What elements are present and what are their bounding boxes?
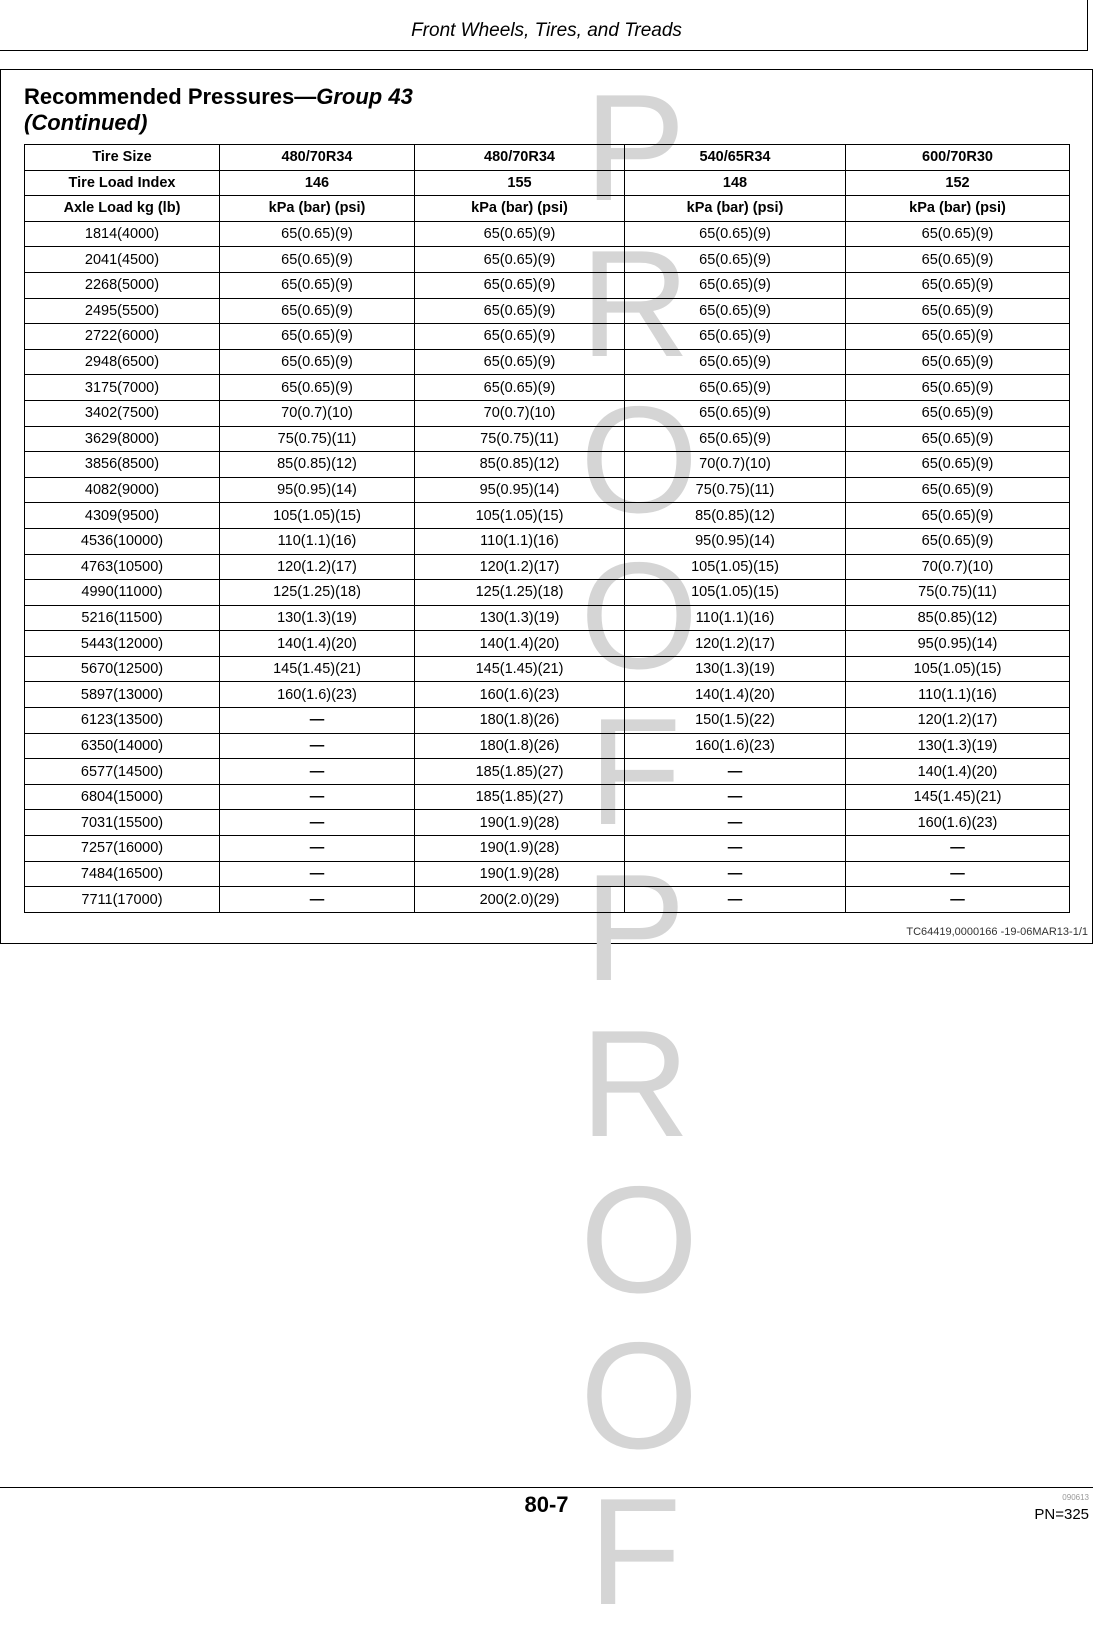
- table-cell: 2948(6500): [25, 349, 220, 375]
- table-cell: 3402(7500): [25, 400, 220, 426]
- watermark-letter: O: [580, 375, 699, 545]
- table-cell: 75(0.75)(11): [220, 426, 415, 452]
- table-cell: —: [625, 836, 846, 862]
- table-cell: 65(0.65)(9): [846, 503, 1070, 529]
- table-cell: 120(1.2)(17): [625, 631, 846, 657]
- table-cell: 180(1.8)(26): [415, 733, 625, 759]
- section-title-continued: (Continued): [24, 110, 148, 135]
- table-cell: 105(1.05)(15): [625, 580, 846, 606]
- table-cell: 190(1.9)(28): [415, 810, 625, 836]
- table-cell: —: [220, 733, 415, 759]
- table-cell: —: [625, 810, 846, 836]
- table-cell: 150(1.5)(22): [625, 708, 846, 734]
- watermark-letter: P: [584, 843, 686, 1013]
- watermark-letter: F: [588, 687, 682, 857]
- table-cell: 110(1.1)(16): [625, 605, 846, 631]
- table-header-cell: 155: [415, 170, 625, 196]
- table-row: [25, 503, 1070, 529]
- table-cell: 180(1.8)(26): [415, 708, 625, 734]
- table-row: [25, 759, 1070, 785]
- table-cell: 4082(9000): [25, 477, 220, 503]
- table-cell: 7484(16500): [25, 861, 220, 887]
- table-cell: 6123(13500): [25, 708, 220, 734]
- table-cell: 65(0.65)(9): [220, 298, 415, 324]
- table-cell: 130(1.3)(19): [220, 605, 415, 631]
- table-row: [25, 887, 1070, 913]
- table-cell: 85(0.85)(12): [415, 452, 625, 478]
- table-cell: —: [846, 861, 1070, 887]
- table-cell: —: [220, 708, 415, 734]
- table-row: [25, 272, 1070, 298]
- table-cell: 145(1.45)(21): [846, 784, 1070, 810]
- table-header-row: [25, 170, 1070, 196]
- footer-rule: [0, 1487, 1093, 1488]
- table-cell: 2495(5500): [25, 298, 220, 324]
- table-cell: 65(0.65)(9): [625, 298, 846, 324]
- table-cell: 70(0.7)(10): [625, 452, 846, 478]
- table-cell: 5443(12000): [25, 631, 220, 657]
- table-cell: 140(1.4)(20): [625, 682, 846, 708]
- table-cell: 65(0.65)(9): [846, 349, 1070, 375]
- table-cell: 65(0.65)(9): [415, 375, 625, 401]
- section-title-main: Recommended Pressures—: [24, 84, 317, 109]
- table-header-cell: Axle Load kg (lb): [25, 196, 220, 222]
- table-cell: 65(0.65)(9): [625, 247, 846, 273]
- table-row: [25, 324, 1070, 350]
- table-cell: 65(0.65)(9): [625, 324, 846, 350]
- table-cell: 190(1.9)(28): [415, 836, 625, 862]
- table-cell: 2268(5000): [25, 272, 220, 298]
- table-cell: 160(1.6)(23): [846, 810, 1070, 836]
- table-cell: 185(1.85)(27): [415, 784, 625, 810]
- table-cell: 65(0.65)(9): [415, 298, 625, 324]
- table-row: [25, 784, 1070, 810]
- table-cell: 110(1.1)(16): [415, 528, 625, 554]
- table-cell: —: [846, 887, 1070, 913]
- table-cell: 85(0.85)(12): [220, 452, 415, 478]
- table-cell: 200(2.0)(29): [415, 887, 625, 913]
- table-cell: 4309(9500): [25, 503, 220, 529]
- table-cell: 75(0.75)(11): [846, 580, 1070, 606]
- table-header-row: [25, 145, 1070, 171]
- part-number: PN=325: [1034, 1506, 1089, 1523]
- table-cell: —: [625, 887, 846, 913]
- table-header-cell: kPa (bar) (psi): [220, 196, 415, 222]
- table-cell: —: [220, 759, 415, 785]
- table-cell: 3856(8500): [25, 452, 220, 478]
- table-header-cell: kPa (bar) (psi): [625, 196, 846, 222]
- table-cell: 65(0.65)(9): [846, 324, 1070, 350]
- table-row: [25, 580, 1070, 606]
- watermark-letter: O: [580, 1311, 699, 1481]
- table-cell: —: [846, 836, 1070, 862]
- table-cell: —: [220, 887, 415, 913]
- watermark-letter: O: [580, 1155, 699, 1325]
- section-title: [24, 84, 413, 136]
- footer-small-code: 090613: [1062, 1493, 1089, 1502]
- table-cell: 120(1.2)(17): [220, 554, 415, 580]
- page-header-title: Front Wheels, Tires, and Treads: [411, 20, 682, 41]
- table-cell: 65(0.65)(9): [625, 272, 846, 298]
- table-cell: 4536(10000): [25, 528, 220, 554]
- table-cell: 70(0.7)(10): [220, 400, 415, 426]
- table-cell: 75(0.75)(11): [625, 477, 846, 503]
- table-cell: 190(1.9)(28): [415, 861, 625, 887]
- table-cell: 6804(15000): [25, 784, 220, 810]
- table-header-cell: kPa (bar) (psi): [415, 196, 625, 222]
- table-cell: —: [220, 861, 415, 887]
- table-header-cell: 148: [625, 170, 846, 196]
- table-cell: 5670(12500): [25, 656, 220, 682]
- table-cell: 105(1.05)(15): [625, 554, 846, 580]
- table-cell: 65(0.65)(9): [415, 349, 625, 375]
- table-cell: 105(1.05)(15): [846, 656, 1070, 682]
- table-cell: 140(1.4)(20): [220, 631, 415, 657]
- table-cell: 85(0.85)(12): [846, 605, 1070, 631]
- table-cell: 95(0.95)(14): [220, 477, 415, 503]
- table-cell: 140(1.4)(20): [415, 631, 625, 657]
- table-cell: 65(0.65)(9): [415, 272, 625, 298]
- table-row: [25, 349, 1070, 375]
- table-cell: 65(0.65)(9): [846, 375, 1070, 401]
- table-cell: 3175(7000): [25, 375, 220, 401]
- table-cell: 4763(10500): [25, 554, 220, 580]
- table-cell: —: [220, 784, 415, 810]
- table-cell: 95(0.95)(14): [415, 477, 625, 503]
- table-cell: 65(0.65)(9): [846, 452, 1070, 478]
- table-cell: 145(1.45)(21): [220, 656, 415, 682]
- table-row: [25, 682, 1070, 708]
- table-cell: 110(1.1)(16): [220, 528, 415, 554]
- table-row: [25, 298, 1070, 324]
- table-cell: 85(0.85)(12): [625, 503, 846, 529]
- table-row: [25, 656, 1070, 682]
- table-row: [25, 733, 1070, 759]
- table-cell: 7031(15500): [25, 810, 220, 836]
- table-cell: 130(1.3)(19): [625, 656, 846, 682]
- table-row: [25, 708, 1070, 734]
- table-cell: 145(1.45)(21): [415, 656, 625, 682]
- table-cell: 65(0.65)(9): [220, 272, 415, 298]
- table-row: [25, 426, 1070, 452]
- section-title-group: Group 43: [316, 84, 413, 109]
- table-header-cell: 480/70R34: [220, 145, 415, 171]
- table-cell: 65(0.65)(9): [415, 324, 625, 350]
- table-cell: —: [625, 759, 846, 785]
- table-header-cell: Tire Size: [25, 145, 220, 171]
- table-cell: —: [625, 784, 846, 810]
- table-cell: 3629(8000): [25, 426, 220, 452]
- table-cell: 70(0.7)(10): [415, 400, 625, 426]
- table-cell: 65(0.65)(9): [220, 349, 415, 375]
- table-cell: 1814(4000): [25, 221, 220, 247]
- table-cell: 65(0.65)(9): [846, 477, 1070, 503]
- table-header-row: [25, 196, 1070, 222]
- table-cell: 65(0.65)(9): [846, 272, 1070, 298]
- table-row: [25, 400, 1070, 426]
- table-cell: 2041(4500): [25, 247, 220, 273]
- table-cell: 65(0.65)(9): [220, 247, 415, 273]
- table-cell: 5216(11500): [25, 605, 220, 631]
- table-cell: 65(0.65)(9): [220, 221, 415, 247]
- table-cell: 7711(17000): [25, 887, 220, 913]
- table-cell: 65(0.65)(9): [846, 298, 1070, 324]
- page-number: 80-7: [524, 1492, 569, 1517]
- table-cell: 65(0.65)(9): [625, 349, 846, 375]
- table-cell: 65(0.65)(9): [846, 400, 1070, 426]
- table-cell: 95(0.95)(14): [625, 528, 846, 554]
- table-header-cell: 600/70R30: [846, 145, 1070, 171]
- table-header-cell: 480/70R34: [415, 145, 625, 171]
- table-cell: 125(1.25)(18): [220, 580, 415, 606]
- table-row: [25, 605, 1070, 631]
- table-cell: 110(1.1)(16): [846, 682, 1070, 708]
- table-cell: 140(1.4)(20): [846, 759, 1070, 785]
- table-cell: 65(0.65)(9): [846, 221, 1070, 247]
- table-row: [25, 375, 1070, 401]
- table-header-cell: Tire Load Index: [25, 170, 220, 196]
- watermark-letter: P: [584, 63, 686, 233]
- table-row: [25, 477, 1070, 503]
- watermark-letter: F: [588, 1467, 682, 1637]
- watermark-letter: R: [580, 999, 690, 1169]
- table-cell: 2722(6000): [25, 324, 220, 350]
- table-cell: 65(0.65)(9): [625, 426, 846, 452]
- table-cell: 65(0.65)(9): [220, 375, 415, 401]
- table-row: [25, 836, 1070, 862]
- table-cell: 160(1.6)(23): [220, 682, 415, 708]
- table-cell: 130(1.3)(19): [415, 605, 625, 631]
- table-cell: 120(1.2)(17): [415, 554, 625, 580]
- table-row: [25, 810, 1070, 836]
- table-cell: 6577(14500): [25, 759, 220, 785]
- table-row: [25, 247, 1070, 273]
- table-row: [25, 861, 1070, 887]
- table-cell: 6350(14000): [25, 733, 220, 759]
- watermark-letter: R: [580, 219, 690, 389]
- table-header-cell: 146: [220, 170, 415, 196]
- table-header-cell: kPa (bar) (psi): [846, 196, 1070, 222]
- table-cell: 130(1.3)(19): [846, 733, 1070, 759]
- table-row: [25, 452, 1070, 478]
- pressure-table: [24, 144, 1070, 913]
- table-cell: —: [220, 810, 415, 836]
- table-row: [25, 631, 1070, 657]
- table-row: [25, 221, 1070, 247]
- table-row: [25, 554, 1070, 580]
- table-cell: 7257(16000): [25, 836, 220, 862]
- table-cell: 65(0.65)(9): [625, 375, 846, 401]
- table-cell: 120(1.2)(17): [846, 708, 1070, 734]
- table-cell: 125(1.25)(18): [415, 580, 625, 606]
- table-cell: 65(0.65)(9): [625, 221, 846, 247]
- table-cell: 65(0.65)(9): [846, 528, 1070, 554]
- table-cell: 65(0.65)(9): [846, 247, 1070, 273]
- table-cell: 65(0.65)(9): [415, 221, 625, 247]
- table-cell: 65(0.65)(9): [220, 324, 415, 350]
- table-cell: 65(0.65)(9): [415, 247, 625, 273]
- table-row: [25, 528, 1070, 554]
- table-cell: 65(0.65)(9): [625, 400, 846, 426]
- table-cell: 95(0.95)(14): [846, 631, 1070, 657]
- watermark-letter: O: [580, 531, 699, 701]
- table-cell: —: [625, 861, 846, 887]
- table-cell: 4990(11000): [25, 580, 220, 606]
- table-cell: 160(1.6)(23): [625, 733, 846, 759]
- table-header-cell: 152: [846, 170, 1070, 196]
- table-cell: 105(1.05)(15): [220, 503, 415, 529]
- table-cell: 65(0.65)(9): [846, 426, 1070, 452]
- table-cell: 5897(13000): [25, 682, 220, 708]
- table-cell: 75(0.75)(11): [415, 426, 625, 452]
- table-cell: 105(1.05)(15): [415, 503, 625, 529]
- table-cell: —: [220, 836, 415, 862]
- table-cell: 160(1.6)(23): [415, 682, 625, 708]
- table-header-cell: 540/65R34: [625, 145, 846, 171]
- table-cell: 185(1.85)(27): [415, 759, 625, 785]
- table-cell: 70(0.7)(10): [846, 554, 1070, 580]
- reference-code: TC64419,0000166 -19-06MAR13-1/1: [906, 926, 1088, 938]
